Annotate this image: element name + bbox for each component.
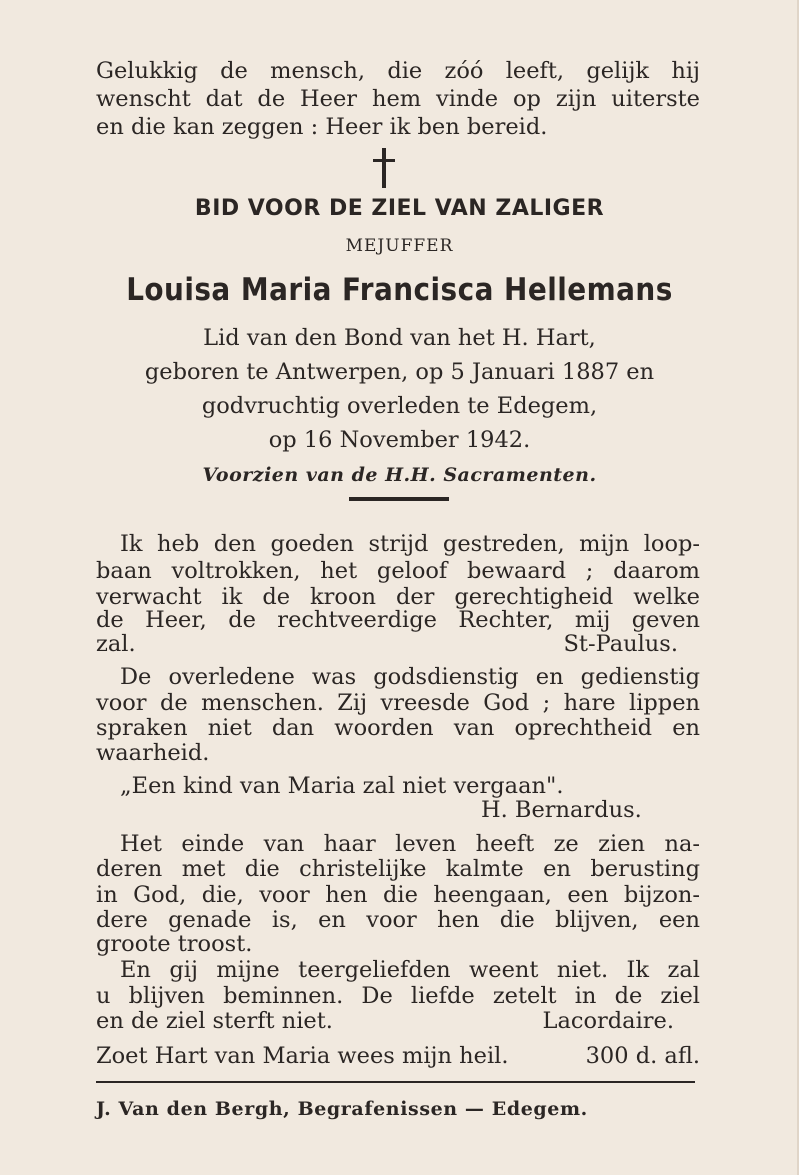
para3-line-2: deren met die christelijke kalmte en berusting [96, 856, 700, 882]
para3-line-4: dere genade is, en voor hen die blijven, een [96, 907, 700, 933]
cross-icon [373, 148, 395, 188]
quote2-text: „Een kind van Maria zal niet vergaan". [120, 773, 564, 799]
para2-line-3: spraken niet dan woorden van oprechtheid en [96, 715, 700, 741]
title-word: MEJUFFER [345, 236, 454, 256]
detail-line-4: op 16 November 1942. [268, 427, 531, 453]
verse-line-3: en die kan zeggen : Heer ik ben bereid. [96, 114, 548, 140]
para2-line-2: voor de menschen. Zij vreesde God ; hare lippen [96, 690, 700, 716]
para3-line-3: in God, die, voor hen die heengaan, een bijzon- [96, 882, 700, 908]
indulgence-text: 300 d. afl. [585, 1043, 700, 1069]
deceased-name: Louisa Maria Francisca Hellemans [126, 272, 673, 308]
prayer-line [96, 1043, 700, 1070]
quote1-line-1: Ik heb den goeden strijd gestreden, mijn loop- [120, 531, 700, 557]
divider-short [349, 497, 449, 501]
pray-heading: BID VOOR DE ZIEL VAN ZALIGER [194, 196, 605, 221]
verse-line-1: Gelukkig de mensch, die zóó leeft, gelijk hij [96, 58, 700, 84]
para3-line-1: Het einde van haar leven heeft ze zien na- [120, 831, 700, 857]
prayer-text: Zoet Hart van Maria wees mijn heil. [96, 1043, 509, 1069]
quote1-line-4: de Heer, de rechtveerdige Rechter, mij geven [96, 607, 700, 633]
quote1-last-word: zal. [96, 631, 136, 657]
quote3-line-2: u blijven beminnen. De liefde zetelt in de ziel [96, 983, 700, 1009]
para2-line-1: De overledene was godsdienstig en gedienstig [120, 664, 700, 690]
quote3-last-words: en de ziel sterft niet. [96, 1008, 333, 1034]
para2-last-line: waarheid. [96, 740, 210, 766]
quote3-author: Lacordaire. [542, 1008, 674, 1034]
para3-last-line: groote troost. [96, 931, 253, 957]
detail-line-2: geboren te Antwerpen, op 5 Januari 1887 en [144, 359, 655, 385]
quote1-last-line [96, 631, 700, 658]
detail-line-3: godvruchtig overleden te Edegem, [201, 393, 598, 419]
quote3-last-line [96, 1008, 700, 1035]
divider-long [96, 1081, 695, 1083]
detail-line-1: Lid van den Bond van het H. Hart, [203, 325, 596, 351]
sacraments-line: Voorzien van de H.H. Sacramenten. [202, 464, 597, 486]
verse-line-2: wenscht dat de Heer hem vinde op zijn uiterste [96, 86, 700, 112]
quote2-author: H. Bernardus. [481, 797, 642, 823]
printer-footer: J. Van den Bergh, Begrafenissen — Edegem. [96, 1098, 588, 1120]
quote1-line-2: baan voltrokken, het geloof bewaard ; daarom [96, 558, 700, 584]
quote3-line-1: En gij mijne teergeliefden weent niet. Ik zal [120, 957, 700, 983]
quote1-author: St-Paulus. [563, 631, 678, 657]
quote1-line-3: verwacht ik de kroon der gerechtigheid welke [96, 584, 700, 610]
